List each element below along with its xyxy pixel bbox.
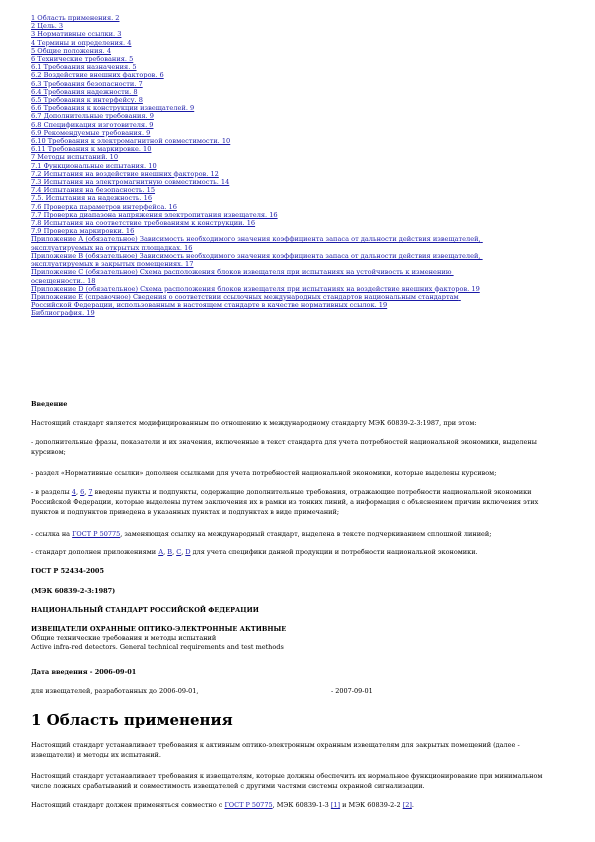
- appendix-link[interactable]: С: [176, 548, 182, 556]
- toc-link[interactable]: Приложение Е (справочное) Сведения о соответствии ссылочных международных стандартов национальным стандартам Российской Федерации, использованным в настоящем стандарте в качестве нормативных ссылок. 19: [31, 292, 461, 310]
- toc-link[interactable]: 7.3 Испытания на электромагнитную совместимость. 14: [31, 178, 230, 187]
- reference-link[interactable]: [2]: [402, 801, 412, 809]
- standard-link[interactable]: ГОСТ Р 50775: [224, 801, 273, 809]
- section-1-paragraph: Настоящий стандарт устанавливает требования к активным оптико-электронным охранным извещателям для закрытых помещений (далее - извещатели) и методы их испытаний.: [31, 741, 520, 759]
- intro-text: , заменяющая ссылку на международный стандарт, выделена в тексте подчеркиванием сплошной линией;: [120, 530, 492, 538]
- toc-link[interactable]: 3 Нормативные ссылки. 3: [31, 30, 122, 39]
- standard-link[interactable]: ГОСТ Р 50775: [72, 530, 121, 538]
- section-1-paragraph: Настоящий стандарт устанавливает требования к извещателям, которые должны обеспечить их нормальное функционирование при минимальном числе ложных срабатываний и совместимость извещателей с другими частями системы охранной сигнализации.: [31, 772, 543, 790]
- toc-link[interactable]: Приложение D (обязательное) Схема расположения блоков извещателя при испытаниях на воздействие внешних факторов. 19: [31, 284, 480, 293]
- toc-link[interactable]: 7.1 Функциональные испытания. 10: [31, 161, 157, 170]
- section-link[interactable]: 4: [71, 488, 76, 496]
- toc-link[interactable]: 7 Методы испытаний. 10: [31, 153, 119, 162]
- toc-link[interactable]: 7.9 Проверка маркировки. 16: [31, 227, 135, 236]
- appendix-link[interactable]: А: [158, 548, 164, 556]
- toc-link[interactable]: 6.7 Дополнительные требования. 9: [31, 112, 154, 121]
- toc-link[interactable]: 1 Область применения. 2: [31, 14, 120, 22]
- standard-number: ГОСТ Р 52434-2005: [31, 567, 104, 575]
- intro-text: введены пункты и подпункты, содержащие дополнительные требования, отражающие потребности национальной экономики Российской Федерации, которые выделены путем заключения их в рамки из тонких линий, а информация с объяснением причин включения этих пунктов и подпунктов приведена в указанных пунктах и подпунктах в виде примечаний;: [31, 488, 539, 516]
- intro-paragraph: - в разделы 4, 6, 7 введены пункты и подпункты, содержащие дополнительные требования, отражающие потребности национальной экономики Российской Федерации, которые выделены путем заключения их в рамки из тонких линий, а информация с объяснением причин включения этих пунктов и подпунктов приведена в указанных пунктах и подпунктах в виде примечаний;: [31, 488, 539, 516]
- intro-paragraph: - дополнительные фразы, показатели и их значения, включенные в текст стандарта для учета потребностей национальной экономики, выделены курсивом;: [31, 438, 537, 456]
- toc-link[interactable]: Приложение В (обязательное) Зависимость необходимого значения коэффициента запаса от дальности действия извещателей, эксплуатируемых в закрытых помещениях. 17: [31, 251, 483, 269]
- intro-paragraph: Настоящий стандарт является модифицированным по отношению к международному стандарту МЭК 60839-2-3:1987, при этом:: [31, 419, 477, 427]
- section-link[interactable]: 7: [88, 488, 93, 496]
- toc-link[interactable]: 6.9 Рекомендуемые требования. 9: [31, 128, 151, 137]
- standard-title: ИЗВЕЩАТЕЛИ ОХРАННЫЕ ОПТИКО-ЭЛЕКТРОННЫЕ АКТИВНЫЕ: [31, 625, 287, 633]
- intro-heading: Введение: [31, 400, 68, 408]
- toc-link[interactable]: 2 Цель. 3: [31, 22, 64, 31]
- iec-number: (МЭК 60839-2-3:1987): [31, 587, 116, 595]
- section-1-text: Настоящий стандарт должен применяться совместно с: [31, 801, 225, 809]
- toc-link[interactable]: 6.8 Спецификация изготовителя. 9: [31, 120, 154, 129]
- section-1-heading: 1 Область применения: [31, 711, 233, 729]
- intro-paragraph: - раздел «Нормативные ссылки» дополнен ссылками для учета потребностей национальной экономики, которые выделены курсивом;: [31, 469, 497, 477]
- intro-paragraph: [31, 529, 561, 539]
- reference-link[interactable]: [1]: [330, 801, 341, 809]
- toc-link[interactable]: 6.4 Требования надежности. 8: [31, 87, 138, 96]
- date-line-right: - 2007-09-01: [331, 687, 373, 695]
- toc-link[interactable]: Библиография. 19: [31, 309, 95, 318]
- toc-link[interactable]: 6.10 Требования к электромагнитной совместимости. 10: [31, 137, 231, 146]
- toc-link[interactable]: 7.6 Проверка параметров интерфейса. 16: [31, 202, 177, 211]
- intro-text: - ссылка на: [31, 530, 73, 538]
- toc-link[interactable]: 6 Технические требования. 5: [31, 55, 134, 64]
- national-standard-label: НАЦИОНАЛЬНЫЙ СТАНДАРТ РОССИЙСКОЙ ФЕДЕРАЦИИ: [31, 606, 259, 614]
- toc-link[interactable]: 4 Термины и определения. 4: [31, 38, 132, 47]
- section-1-paragraph: [31, 800, 561, 810]
- intro-text: - стандарт дополнен приложениями: [31, 548, 159, 556]
- toc-link[interactable]: 7.8 Испытания на соответствие требованиям к конструкции. 16: [31, 219, 256, 228]
- appendix-link[interactable]: В: [167, 548, 173, 556]
- section-link[interactable]: 6: [80, 488, 85, 496]
- toc-link[interactable]: 7.5. Испытания на надежность. 16: [31, 194, 153, 203]
- intro-text: - в разделы: [31, 488, 72, 496]
- toc-link[interactable]: Приложение С (обязательное) Схема расположения блоков извещателя при испытаниях на устойчивость к изменению освещенности.. 18: [31, 268, 454, 285]
- date-line: [31, 686, 561, 696]
- toc-link[interactable]: Приложение А (обязательное) Зависимость необходимого значения коэффициента запаса от дальности действия извещателей, эксплуатируемых на открытых площадках. 16: [31, 235, 483, 252]
- section-1-text: .: [411, 801, 414, 809]
- standard-subtitle: Общие технические требования и методы испытаний: [31, 634, 217, 642]
- toc-link[interactable]: 6.1 Требования назначения. 5: [31, 63, 137, 72]
- toc-link[interactable]: 5 Общие положения. 4: [31, 46, 112, 55]
- date-of-introduction: Дата введения - 2006-09-01: [31, 668, 137, 676]
- intro-paragraph: - стандарт дополнен приложениями А, В, С, D для учета специфики данной продукции и потребности национальной экономики.: [31, 548, 478, 556]
- toc-link[interactable]: 7.2 Испытания на воздействие внешних факторов. 12: [31, 169, 219, 178]
- toc-link[interactable]: 6.2 Воздействие внешних факторов. 6: [31, 71, 164, 80]
- toc-link[interactable]: 6.11 Требования к маркировке. 10: [31, 145, 152, 154]
- table-of-contents: [31, 14, 501, 318]
- toc-link[interactable]: 6.5 Требования к интерфейсу. 8: [31, 96, 143, 105]
- toc-link[interactable]: 7.7 Проверка диапазона напряжения электропитания извещателя. 16: [31, 210, 278, 219]
- toc-link[interactable]: 6.6 Требования к конструкции извещателей. 9: [31, 104, 195, 113]
- date-line-left: для извещателей, разработанных до 2006-09-01,: [31, 687, 199, 695]
- toc-link[interactable]: 7.4 Испытания на безопасность. 15: [31, 186, 156, 195]
- section-1-text: , МЭК 60839-1-3: [272, 801, 331, 809]
- section-1-text: и МЭК 60839-2-2: [340, 801, 403, 809]
- toc-link[interactable]: 6.3 Требования безопасности. 7: [31, 79, 143, 88]
- appendix-link[interactable]: D: [185, 548, 191, 556]
- intro-text: для учета специфики данной продукции и потребности национальной экономики.: [190, 548, 478, 556]
- standard-title-english: Active infra-red detectors. General technical requirements and test methods: [31, 643, 284, 651]
